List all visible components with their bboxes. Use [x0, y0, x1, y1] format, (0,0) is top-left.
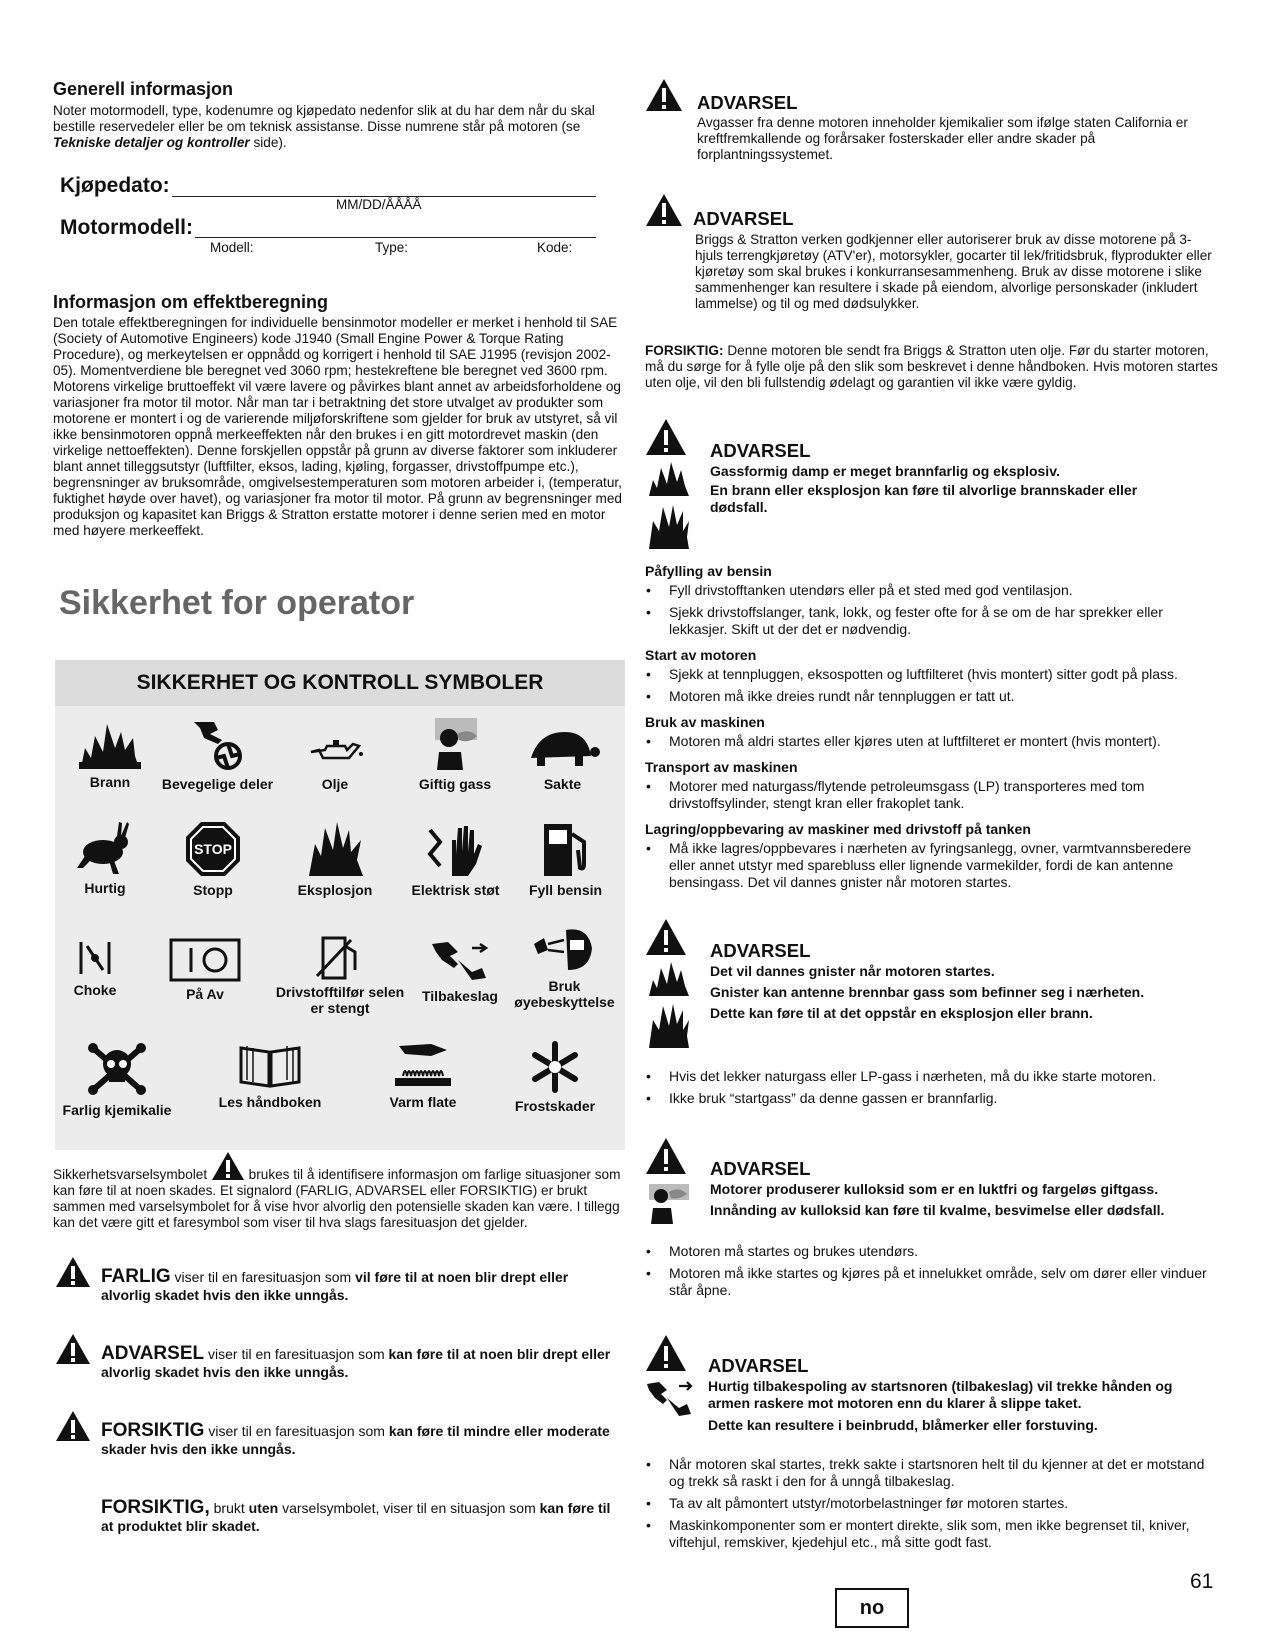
- list-item: • Motoren må ikke dreies rundt når tennpluggen er tatt ut.: [645, 688, 1220, 705]
- warning-5-head: ADVARSEL: [710, 1158, 811, 1179]
- kickback-icon-w6: [645, 1380, 697, 1420]
- symbol-on-off: På Av: [160, 938, 250, 1002]
- fire-icon: [77, 718, 143, 770]
- warning-icon-6: [645, 1334, 687, 1372]
- warning-4-list: [645, 1068, 1220, 1112]
- general-heading: Generell informasjon: [53, 79, 234, 99]
- symbol-kickback: Tilbakeslag: [410, 938, 510, 1004]
- transport-heading: Transport av maskinen: [645, 759, 798, 775]
- warning-1-head: ADVARSEL: [697, 92, 798, 113]
- warning-icon-3: [645, 418, 687, 456]
- list-item: • Hvis det lekker naturgass eller LP-gass i nærheten, må du ikke starte motoren.: [645, 1068, 1220, 1085]
- toxic-gas-icon-w5: [647, 1182, 691, 1226]
- page-number: 61: [1190, 1570, 1214, 1593]
- symbol-fast: Hurtig: [55, 820, 155, 896]
- warning-3-head: ADVARSEL: [710, 440, 811, 461]
- list-item: • Må ikke lagres/oppbevares i nærheten av fyringsanlegg, ovner, varmtvannsberedere eller annet utstyr med sparebluss eller lignende varmekilder, fordi de kan antenne bensingass. Det vil dannes gnister når motoren startes.: [645, 840, 1220, 891]
- type-hint: Type:: [375, 240, 409, 255]
- svg-text:STOP: STOP: [194, 841, 232, 857]
- snowflake-icon: [527, 1040, 583, 1094]
- turtle-icon: [525, 718, 601, 772]
- manual-book-icon: [237, 1040, 303, 1090]
- symbol-explosion: Eksplosjon: [280, 820, 390, 898]
- warning-icon-4: [645, 918, 687, 956]
- toxic-gas-icon: [425, 718, 485, 772]
- symbol-moving-parts: Bevegelige deler: [150, 718, 285, 792]
- warning-4-line3: Dette kan føre til at det oppstår en eksplosjon eller brann.: [710, 1005, 1093, 1021]
- symbol-fuel-shutoff: Drivstofftilfør selen er stengt: [275, 936, 405, 1016]
- skull-icon: [87, 1040, 147, 1098]
- hot-surface-icon: [391, 1040, 455, 1090]
- symbol-eye-protection: Bruk øyebeskyttelse: [507, 924, 622, 1010]
- warning-5-line2: Innånding av kulloksid kan føre til kvalme, besvimelse eller dødsfall.: [710, 1202, 1165, 1218]
- list-item: • Motoren må ikke startes og kjøres på et innelukket område, selv om dører eller vinduer står åpne.: [645, 1265, 1220, 1299]
- list-item: • Motoren må aldri startes eller kjøres uten at luftfilteret er montert (hvis montert).: [645, 733, 1220, 750]
- storage-heading: Lagring/oppbevaring av maskiner med drivstoff på tanken: [645, 821, 1031, 837]
- warning-4-line1: Det vil dannes gnister når motoren startes.: [710, 963, 995, 979]
- refuel-list: [645, 582, 1220, 638]
- fuel-pump-icon: [538, 820, 594, 878]
- list-item: • Ikke bruk “startgass” da denne gassen er brannfarlig.: [645, 1090, 1220, 1107]
- fuel-sections: [645, 563, 1220, 896]
- list-item: • Motorer med naturgass/flytende petroleumsgass (LP) transporteres med tom drivstoffsylinder, stengt kran eller frakoplet tank.: [645, 778, 1220, 812]
- list-item: • Sjekk at tennpluggen, eksospotten og luftfilteret (hvis montert) sitter godt på plass.: [645, 666, 1220, 683]
- fuel-shutoff-icon: [315, 936, 365, 980]
- signal-caution: FORSIKTIG viser til en faresituasjon som kan føre til mindre eller moderate skader hvis den ikke unngås.: [101, 1420, 610, 1457]
- warning-1-text: Avgasser fra denne motoren inneholder kjemikalier som ifølge staten California er kreftfremkallende og forårsaker fosterskader eller andre skader på forplantningssystemet.: [697, 115, 1188, 162]
- caution-alert-icon: [55, 1410, 91, 1442]
- purchase-date-label: Kjøpedato:: [60, 174, 170, 197]
- warning-3-line2: En brann eller eksplosjon kan føre til alvorlige brannskader eller dødsfall.: [710, 482, 1138, 515]
- fire-icon-w3: [647, 460, 691, 498]
- date-format-hint: MM/DD/ÅÅÅÅ: [336, 197, 422, 212]
- general-text: Noter motormodell, type, kodenumre og kjøpedato nedenfor slik at du har dem når du skal bestille reservedeler eller be om teknisk assistanse. Disse numrene står på motoren (se Tekniske detaljer og kontroller side).: [53, 103, 595, 150]
- safety-alert-icon: [211, 1151, 245, 1181]
- symbol-fire: Brann: [60, 718, 160, 790]
- warning-4-line2: Gnister kan antenne brennbar gass som befinner seg i nærheten.: [710, 984, 1145, 1000]
- moving-parts-icon: [188, 718, 248, 772]
- symbol-oil: Olje: [290, 718, 380, 792]
- list-item: • Maskinkomponenter som er montert direkte, slik som, men ikke begrenset til, kniver, viftehjul, remskiver, kjedehjul etc., må sitte godt fast.: [645, 1517, 1220, 1551]
- section-title: Sikkerhet for operator: [59, 584, 415, 622]
- choke-icon: [75, 938, 115, 978]
- warning-6-head: ADVARSEL: [708, 1355, 809, 1376]
- on-off-icon: [169, 938, 241, 982]
- electric-shock-icon: [424, 820, 488, 878]
- warning-6-line2: Dette kan resultere i beinbrudd, blåmerker eller forstuving.: [708, 1417, 1098, 1433]
- oil-can-icon: [305, 718, 365, 772]
- start-heading: Start av motoren: [645, 647, 757, 663]
- power-heading: Informasjon om effektberegning: [53, 292, 329, 312]
- list-item: • Motoren må startes og brukes utendørs.: [645, 1243, 1220, 1260]
- list-item: • Fyll drivstofftanken utendørs eller på et sted med god ventilasjon.: [645, 582, 1220, 599]
- use-list: [645, 733, 1220, 750]
- warning-4-head: ADVARSEL: [710, 940, 811, 961]
- explosion-icon-w3: [647, 503, 691, 551]
- engine-model-line[interactable]: [195, 237, 596, 238]
- signal-warning: ADVARSEL viser til en faresituasjon som kan føre til at noen blir drept eller alvorlig skadet hvis den ikke unngås.: [101, 1343, 611, 1380]
- explosion-icon: [305, 820, 365, 878]
- engine-model-label: Motormodell:: [60, 216, 193, 239]
- symbol-electric-shock: Elektrisk støt: [398, 820, 513, 898]
- refuel-heading: Påfylling av bensin: [645, 563, 772, 579]
- warning-icon-5: [645, 1137, 687, 1175]
- warning-5-line1: Motorer produserer kulloksid som er en luktfri og fargeløs giftgass.: [710, 1181, 1159, 1197]
- start-list: [645, 666, 1220, 705]
- symbol-toxic-gas: Giftig gass: [395, 718, 515, 792]
- use-heading: Bruk av maskinen: [645, 714, 765, 730]
- warning-icon-2: [645, 193, 683, 227]
- warning-icon-1: [645, 78, 683, 112]
- symbol-frostbite: Frostskader: [500, 1040, 610, 1114]
- danger-alert-icon: [55, 1256, 91, 1288]
- list-item: • Ta av alt påmontert utstyr/motorbelastninger før motoren startes.: [645, 1495, 1220, 1512]
- fire-icon-w4: [647, 960, 691, 998]
- symbol-slow: Sakte: [515, 718, 610, 792]
- warning-3-line1: Gassformig damp er meget brannfarlig og eksplosiv.: [710, 463, 1060, 479]
- model-hint: Modell:: [210, 240, 254, 255]
- symbol-stop: STOP Stopp: [163, 820, 263, 898]
- code-hint: Kode:: [537, 240, 573, 255]
- transport-list: [645, 778, 1220, 812]
- symbol-refuel: Fyll bensin: [513, 820, 618, 898]
- warning-2-text: Briggs & Stratton verken godkjenner eller autoriserer bruk av disse motorene på 3-hjuls terrengkjøretøy (ATV'er), motorsykler, gocarter til lek/fritidsbruk, flyprodukter eller kjøretøy som skal brukes i konkurransesammenheng. Bruk av disse motorene i slike sammenhenger kan resultere i skade på eiendom, alvorlige personskader (inkludert lammelse) og til og med dødsulykker.: [695, 232, 1212, 311]
- eye-protection-icon: [530, 924, 600, 974]
- kickback-icon: [428, 938, 492, 984]
- signal-danger: FARLIG viser til en faresituasjon som vil føre til at noen blir drept eller alvorlig skadet hvis den ikke unngås.: [101, 1266, 569, 1303]
- symbol-read-manual: Les håndboken: [205, 1040, 335, 1110]
- alert-intro-text: Sikkerhetsvarselsymbolet brukes til å identifisere informasjon om farlige situasjoner som kan føre til at noen skades. Et signalord (FARLIG, ADVARSEL eller FORSIKTIG) er brukt sammen med varselsymbolet for å vise hvor alvorlig den potensielle skaden kan være. I tillegg kan det være gitt et faresymbol som viser til hva slags faresituasjon det gjelder.: [53, 1167, 625, 1231]
- symbol-choke: Choke: [55, 938, 135, 998]
- stop-sign-icon: [184, 820, 242, 878]
- explosion-icon-w4: [647, 1002, 691, 1050]
- storage-list: [645, 840, 1220, 891]
- warning-6-line1: Hurtig tilbakespoling av startsnoren (tilbakeslag) vil trekke hånden og armen raskere mot motoren enn du klarer å slippe taket.: [708, 1378, 1173, 1411]
- symbol-hot-surface: Varm flate: [368, 1040, 478, 1110]
- warning-6-list: [645, 1456, 1220, 1556]
- symbols-title: SIKKERHET OG KONTROLL SYMBOLER: [55, 660, 625, 706]
- caution-oil: FORSIKTIG: Denne motoren ble sendt fra Briggs & Stratton uten olje. Før du starter motoren, må du sørge for å fylle olje på den slik som beskrevet i denne håndboken. Hvis motoren startes uten olje, vil den bli fullstendig ødelagt og garantien vil ikke være gyldig.: [645, 343, 1218, 390]
- language-badge: no: [835, 1588, 909, 1628]
- symbol-hazardous-chemical: Farlig kjemikalie: [57, 1040, 177, 1118]
- power-text: Den totale effektberegningen for individuelle bensinmotor modeller er merket i henhold til SAE (Society of Automotive Engineers) kode J1940 (Small Engine Power & Torque Rating Procedure), og merkeytelsen er oppnådd og korrigert i henhold til SAE J1995 (revisjon 2002-05). Momentverdiene ble beregnet ved 3060 rpm; hestekreftene ble beregnet ved 3600 rpm. Motorens virkelige bruttoeffekt vil være lavere og påvirkes blant annet av arbeidsforholdene og variasjoner fra motor til motor. Når man tar i betraktning det store utvalget av produkter som motorene er montert i og de varierende miljøforskriftene som gjelder for bruk av utstyret, så vil ikke bensinmotoren oppnå merkeeffekten når den brukes i en gitt motordrevet maskin (den virkelige nettoeffekten). Denne forskjellen oppstår på grunn av diverse faktorer som inkluderer blant annet tilleggsutstyr (luftfilter, eksos, lading, kjøling, forgasser, drivstoffpumpe etc.), begrensninger av bruksområde, omgivelsestemperaturen som motoren arbeider i, (temperatur, fuktighet høyde over havet), og variasjoner fra motor til motor. På grunn av begrensninger med produksjon og kapasitet kan Briggs & Stratton erstatte motorer i denne serien med en motor med høyere merkeeffekt.: [53, 315, 622, 538]
- list-item: • Når motoren skal startes, trekk sakte i startsnoren helt til du kjenner at det er motstand og trekk så raskt i den for å unngå tilbakeslag.: [645, 1456, 1220, 1490]
- warning-5-list: [645, 1243, 1220, 1304]
- warning-2-head: ADVARSEL: [693, 208, 794, 229]
- warning-alert-icon: [55, 1333, 91, 1365]
- list-item: • Sjekk drivstoffslanger, tank, lokk, og fester ofte for å se om de har sprekker eller lekkasjer. Skift ut der det er nødvendig.: [645, 604, 1220, 638]
- caution-no-symbol: FORSIKTIG, brukt uten varselsymbolet, viser til en situasjon som kan føre til at produktet blir skadet.: [101, 1497, 611, 1534]
- rabbit-icon: [75, 820, 135, 876]
